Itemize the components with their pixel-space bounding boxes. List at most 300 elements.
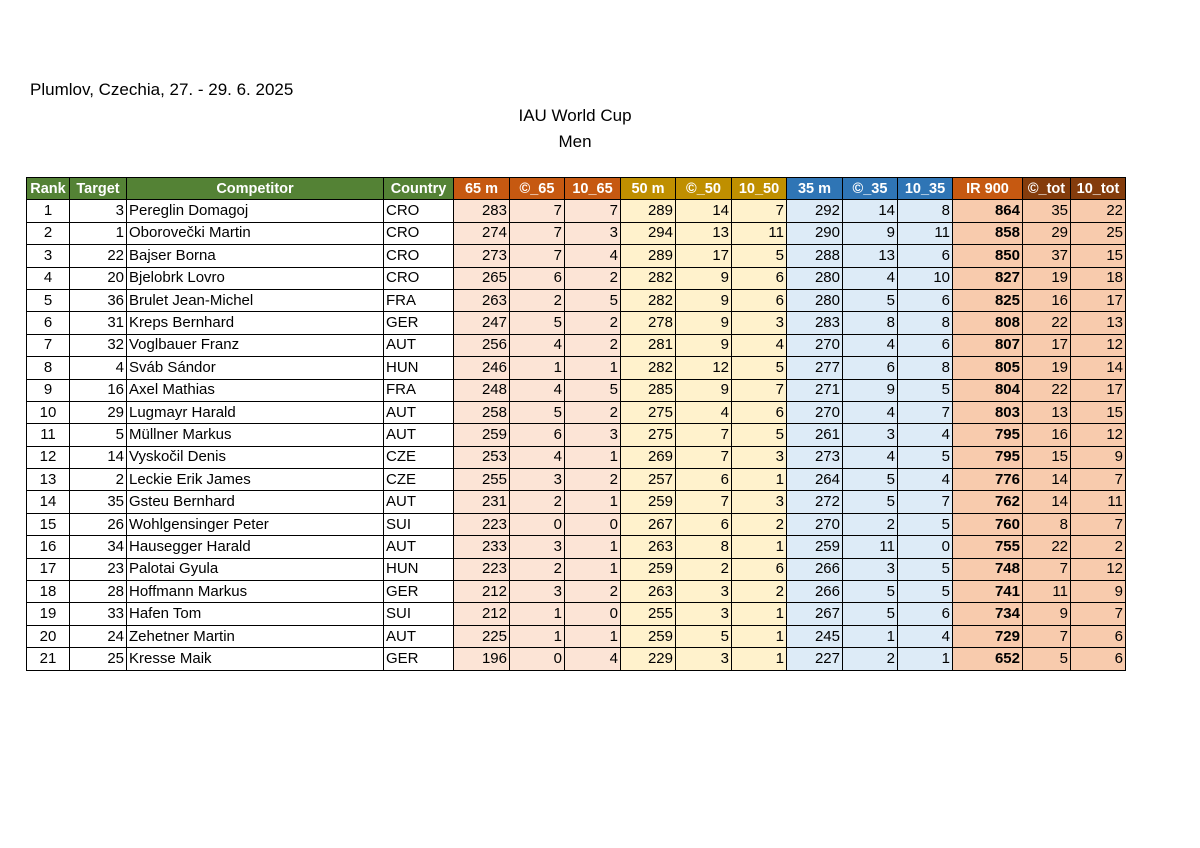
target-cell: 35 — [70, 491, 127, 513]
target-cell: 32 — [70, 334, 127, 356]
rank-cell: 10 — [27, 401, 70, 423]
score-50m-cell: 285 — [621, 379, 676, 401]
target-cell: 33 — [70, 603, 127, 625]
country-cell: HUN — [384, 357, 454, 379]
x-35-cell: 4 — [843, 401, 898, 423]
score-35m-cell: 266 — [787, 558, 843, 580]
x-35-cell: 9 — [843, 222, 898, 244]
x-50-cell: 4 — [676, 401, 732, 423]
target-cell: 20 — [70, 267, 127, 289]
x-35-cell: 2 — [843, 648, 898, 670]
target-cell: 23 — [70, 558, 127, 580]
x-65-cell: 1 — [510, 357, 565, 379]
ten-65-cell: 0 — [565, 603, 621, 625]
x-35-cell: 4 — [843, 267, 898, 289]
table-row — [27, 424, 1126, 446]
x-65-cell: 0 — [510, 513, 565, 535]
total-ir900-cell: 729 — [953, 625, 1023, 647]
x-35-cell: 5 — [843, 491, 898, 513]
table-row — [27, 379, 1126, 401]
country-cell: SUI — [384, 513, 454, 535]
target-cell: 25 — [70, 648, 127, 670]
score-50m-cell: 282 — [621, 267, 676, 289]
ten-65-cell: 1 — [565, 558, 621, 580]
ten-50-cell: 5 — [732, 245, 787, 267]
ten-total-cell: 11 — [1071, 491, 1126, 513]
x-65-cell: 3 — [510, 581, 565, 603]
table-row — [27, 312, 1126, 334]
ten-total-cell: 9 — [1071, 581, 1126, 603]
rank-cell: 16 — [27, 536, 70, 558]
event-location: Plumlov, Czechia, 27. - 29. 6. 2025 — [30, 80, 294, 99]
score-65m-cell: 223 — [454, 558, 510, 580]
col-header-10-35: 10_35 — [898, 178, 953, 200]
total-ir900-cell: 734 — [953, 603, 1023, 625]
rank-cell: 6 — [27, 312, 70, 334]
x-35-cell: 5 — [843, 469, 898, 491]
x-total-cell: 29 — [1023, 222, 1071, 244]
x-65-cell: 1 — [510, 625, 565, 647]
x-50-cell: 5 — [676, 625, 732, 647]
x-total-cell: 37 — [1023, 245, 1071, 267]
x-65-cell: 1 — [510, 603, 565, 625]
score-50m-cell: 259 — [621, 625, 676, 647]
country-cell: AUT — [384, 334, 454, 356]
col-header-target: Target — [70, 178, 127, 200]
ten-50-cell: 2 — [732, 581, 787, 603]
competitor-cell: Zehetner Martin — [127, 625, 384, 647]
target-cell: 5 — [70, 424, 127, 446]
competitor-cell: Oborovečki Martin — [127, 222, 384, 244]
competitor-cell: Müllner Markus — [127, 424, 384, 446]
score-35m-cell: 267 — [787, 603, 843, 625]
ten-35-cell: 6 — [898, 245, 953, 267]
ten-35-cell: 5 — [898, 446, 953, 468]
target-cell: 16 — [70, 379, 127, 401]
x-35-cell: 5 — [843, 581, 898, 603]
score-65m-cell: 248 — [454, 379, 510, 401]
competitor-cell: Axel Mathias — [127, 379, 384, 401]
rank-cell: 20 — [27, 625, 70, 647]
score-50m-cell: 267 — [621, 513, 676, 535]
ten-35-cell: 7 — [898, 491, 953, 513]
rank-cell: 14 — [27, 491, 70, 513]
x-65-cell: 0 — [510, 648, 565, 670]
total-ir900-cell: 748 — [953, 558, 1023, 580]
score-65m-cell: 231 — [454, 491, 510, 513]
x-50-cell: 12 — [676, 357, 732, 379]
total-ir900-cell: 858 — [953, 222, 1023, 244]
x-total-cell: 13 — [1023, 401, 1071, 423]
col-header-ir900: IR 900 — [953, 178, 1023, 200]
score-50m-cell: 275 — [621, 401, 676, 423]
score-65m-cell: 225 — [454, 625, 510, 647]
score-65m-cell: 263 — [454, 289, 510, 311]
score-65m-cell: 255 — [454, 469, 510, 491]
ten-total-cell: 6 — [1071, 648, 1126, 670]
ten-35-cell: 4 — [898, 625, 953, 647]
ten-total-cell: 7 — [1071, 603, 1126, 625]
ten-50-cell: 6 — [732, 401, 787, 423]
ten-35-cell: 8 — [898, 200, 953, 222]
x-35-cell: 1 — [843, 625, 898, 647]
score-65m-cell: 256 — [454, 334, 510, 356]
ten-35-cell: 4 — [898, 469, 953, 491]
score-50m-cell: 269 — [621, 446, 676, 468]
x-65-cell: 3 — [510, 469, 565, 491]
col-header-50m: 50 m — [621, 178, 676, 200]
ten-65-cell: 5 — [565, 379, 621, 401]
table-row — [27, 222, 1126, 244]
score-35m-cell: 266 — [787, 581, 843, 603]
ten-total-cell: 17 — [1071, 289, 1126, 311]
ten-35-cell: 6 — [898, 289, 953, 311]
x-50-cell: 7 — [676, 446, 732, 468]
competitor-cell: Wohlgensinger Peter — [127, 513, 384, 535]
score-35m-cell: 273 — [787, 446, 843, 468]
x-50-cell: 17 — [676, 245, 732, 267]
ten-50-cell: 6 — [732, 558, 787, 580]
table-row — [27, 245, 1126, 267]
x-50-cell: 13 — [676, 222, 732, 244]
table-row — [27, 267, 1126, 289]
country-cell: CZE — [384, 446, 454, 468]
rank-cell: 15 — [27, 513, 70, 535]
col-header-35m: 35 m — [787, 178, 843, 200]
score-35m-cell: 288 — [787, 245, 843, 267]
ten-total-cell: 13 — [1071, 312, 1126, 334]
score-50m-cell: 275 — [621, 424, 676, 446]
col-header-rank: Rank — [27, 178, 70, 200]
ten-total-cell: 18 — [1071, 267, 1126, 289]
competitor-cell: Kreps Bernhard — [127, 312, 384, 334]
page-title: IAU World Cup — [518, 106, 632, 125]
target-cell: 14 — [70, 446, 127, 468]
score-35m-cell: 290 — [787, 222, 843, 244]
x-50-cell: 7 — [676, 491, 732, 513]
col-header-c50: ©_50 — [676, 178, 732, 200]
col-header-65m: 65 m — [454, 178, 510, 200]
score-50m-cell: 263 — [621, 536, 676, 558]
ten-50-cell: 2 — [732, 513, 787, 535]
table-row — [27, 581, 1126, 603]
rank-cell: 11 — [27, 424, 70, 446]
ten-35-cell: 11 — [898, 222, 953, 244]
total-ir900-cell: 795 — [953, 424, 1023, 446]
score-50m-cell: 229 — [621, 648, 676, 670]
score-35m-cell: 270 — [787, 401, 843, 423]
score-35m-cell: 283 — [787, 312, 843, 334]
score-35m-cell: 292 — [787, 200, 843, 222]
rank-cell: 3 — [27, 245, 70, 267]
country-cell: FRA — [384, 289, 454, 311]
rank-cell: 8 — [27, 357, 70, 379]
ten-total-cell: 7 — [1071, 469, 1126, 491]
x-50-cell: 6 — [676, 513, 732, 535]
x-65-cell: 7 — [510, 245, 565, 267]
ten-35-cell: 6 — [898, 334, 953, 356]
table-row — [27, 200, 1126, 222]
x-50-cell: 3 — [676, 581, 732, 603]
ten-total-cell: 12 — [1071, 424, 1126, 446]
ten-total-cell: 22 — [1071, 200, 1126, 222]
x-65-cell: 7 — [510, 200, 565, 222]
competitor-cell: Hoffmann Markus — [127, 581, 384, 603]
total-ir900-cell: 808 — [953, 312, 1023, 334]
x-35-cell: 5 — [843, 289, 898, 311]
score-65m-cell: 196 — [454, 648, 510, 670]
ten-65-cell: 4 — [565, 648, 621, 670]
ten-50-cell: 7 — [732, 200, 787, 222]
score-35m-cell: 270 — [787, 334, 843, 356]
ten-total-cell: 2 — [1071, 536, 1126, 558]
score-50m-cell: 282 — [621, 357, 676, 379]
x-50-cell: 9 — [676, 379, 732, 401]
x-total-cell: 11 — [1023, 581, 1071, 603]
x-total-cell: 14 — [1023, 469, 1071, 491]
x-total-cell: 15 — [1023, 446, 1071, 468]
score-35m-cell: 227 — [787, 648, 843, 670]
ten-50-cell: 7 — [732, 379, 787, 401]
ten-50-cell: 3 — [732, 446, 787, 468]
x-35-cell: 4 — [843, 446, 898, 468]
total-ir900-cell: 776 — [953, 469, 1023, 491]
x-50-cell: 8 — [676, 536, 732, 558]
rank-cell: 17 — [27, 558, 70, 580]
competitor-cell: Gsteu Bernhard — [127, 491, 384, 513]
col-header-c65: ©_65 — [510, 178, 565, 200]
x-35-cell: 11 — [843, 536, 898, 558]
country-cell: AUT — [384, 424, 454, 446]
x-total-cell: 19 — [1023, 357, 1071, 379]
x-total-cell: 22 — [1023, 536, 1071, 558]
ten-50-cell: 6 — [732, 289, 787, 311]
ten-50-cell: 3 — [732, 491, 787, 513]
ten-65-cell: 2 — [565, 581, 621, 603]
total-ir900-cell: 807 — [953, 334, 1023, 356]
results-table — [26, 177, 1126, 671]
x-35-cell: 6 — [843, 357, 898, 379]
target-cell: 34 — [70, 536, 127, 558]
x-65-cell: 6 — [510, 267, 565, 289]
score-65m-cell: 258 — [454, 401, 510, 423]
country-cell: GER — [384, 581, 454, 603]
table-row — [27, 603, 1126, 625]
x-35-cell: 2 — [843, 513, 898, 535]
country-cell: GER — [384, 312, 454, 334]
ten-65-cell: 4 — [565, 245, 621, 267]
competitor-cell: Bajser Borna — [127, 245, 384, 267]
table-row — [27, 401, 1126, 423]
score-50m-cell: 282 — [621, 289, 676, 311]
country-cell: FRA — [384, 379, 454, 401]
competitor-cell: Hausegger Harald — [127, 536, 384, 558]
score-35m-cell: 261 — [787, 424, 843, 446]
x-50-cell: 9 — [676, 289, 732, 311]
x-65-cell: 3 — [510, 536, 565, 558]
target-cell: 28 — [70, 581, 127, 603]
rank-cell: 7 — [27, 334, 70, 356]
rank-cell: 2 — [27, 222, 70, 244]
ten-65-cell: 5 — [565, 289, 621, 311]
col-header-country: Country — [384, 178, 454, 200]
score-35m-cell: 272 — [787, 491, 843, 513]
table-row — [27, 289, 1126, 311]
ten-50-cell: 4 — [732, 334, 787, 356]
rank-cell: 4 — [27, 267, 70, 289]
score-35m-cell: 277 — [787, 357, 843, 379]
x-65-cell: 5 — [510, 312, 565, 334]
x-35-cell: 8 — [843, 312, 898, 334]
ten-50-cell: 5 — [732, 424, 787, 446]
total-ir900-cell: 803 — [953, 401, 1023, 423]
x-50-cell: 3 — [676, 648, 732, 670]
score-65m-cell: 212 — [454, 581, 510, 603]
ten-35-cell: 8 — [898, 357, 953, 379]
competitor-cell: Pereglin Domagoj — [127, 200, 384, 222]
score-65m-cell: 246 — [454, 357, 510, 379]
x-35-cell: 13 — [843, 245, 898, 267]
x-total-cell: 16 — [1023, 424, 1071, 446]
table-row — [27, 491, 1126, 513]
country-cell: CRO — [384, 267, 454, 289]
country-cell: HUN — [384, 558, 454, 580]
total-ir900-cell: 804 — [953, 379, 1023, 401]
ten-35-cell: 0 — [898, 536, 953, 558]
target-cell: 31 — [70, 312, 127, 334]
competitor-cell: Leckie Erik James — [127, 469, 384, 491]
target-cell: 24 — [70, 625, 127, 647]
total-ir900-cell: 864 — [953, 200, 1023, 222]
score-65m-cell: 247 — [454, 312, 510, 334]
competitor-cell: Palotai Gyula — [127, 558, 384, 580]
country-cell: AUT — [384, 401, 454, 423]
ten-50-cell: 1 — [732, 625, 787, 647]
ten-65-cell: 1 — [565, 357, 621, 379]
x-50-cell: 14 — [676, 200, 732, 222]
ten-65-cell: 0 — [565, 513, 621, 535]
rank-cell: 1 — [27, 200, 70, 222]
x-35-cell: 9 — [843, 379, 898, 401]
rank-cell: 19 — [27, 603, 70, 625]
country-cell: CZE — [384, 469, 454, 491]
ten-50-cell: 1 — [732, 648, 787, 670]
table-row — [27, 334, 1126, 356]
country-cell: AUT — [384, 625, 454, 647]
score-65m-cell: 274 — [454, 222, 510, 244]
ten-total-cell: 9 — [1071, 446, 1126, 468]
target-cell: 2 — [70, 469, 127, 491]
score-65m-cell: 212 — [454, 603, 510, 625]
ten-35-cell: 6 — [898, 603, 953, 625]
x-65-cell: 2 — [510, 491, 565, 513]
score-50m-cell: 278 — [621, 312, 676, 334]
total-ir900-cell: 795 — [953, 446, 1023, 468]
country-cell: GER — [384, 648, 454, 670]
country-cell: CRO — [384, 222, 454, 244]
score-65m-cell: 253 — [454, 446, 510, 468]
competitor-cell: Voglbauer Franz — [127, 334, 384, 356]
ten-35-cell: 10 — [898, 267, 953, 289]
col-header-ctot: ©_tot — [1023, 178, 1071, 200]
x-35-cell: 3 — [843, 424, 898, 446]
col-header-c35: ©_35 — [843, 178, 898, 200]
competitor-cell: Brulet Jean-Michel — [127, 289, 384, 311]
x-65-cell: 7 — [510, 222, 565, 244]
x-total-cell: 5 — [1023, 648, 1071, 670]
x-65-cell: 6 — [510, 424, 565, 446]
score-35m-cell: 280 — [787, 267, 843, 289]
x-total-cell: 35 — [1023, 200, 1071, 222]
x-total-cell: 7 — [1023, 625, 1071, 647]
competitor-cell: Hafen Tom — [127, 603, 384, 625]
score-50m-cell: 294 — [621, 222, 676, 244]
score-50m-cell: 255 — [621, 603, 676, 625]
x-50-cell: 9 — [676, 334, 732, 356]
x-65-cell: 5 — [510, 401, 565, 423]
country-cell: SUI — [384, 603, 454, 625]
ten-50-cell: 5 — [732, 357, 787, 379]
total-ir900-cell: 755 — [953, 536, 1023, 558]
x-35-cell: 14 — [843, 200, 898, 222]
x-total-cell: 16 — [1023, 289, 1071, 311]
ten-total-cell: 6 — [1071, 625, 1126, 647]
score-65m-cell: 273 — [454, 245, 510, 267]
x-50-cell: 9 — [676, 267, 732, 289]
ten-35-cell: 8 — [898, 312, 953, 334]
rank-cell: 18 — [27, 581, 70, 603]
score-65m-cell: 259 — [454, 424, 510, 446]
ten-65-cell: 2 — [565, 312, 621, 334]
score-35m-cell: 270 — [787, 513, 843, 535]
ten-total-cell: 17 — [1071, 379, 1126, 401]
x-65-cell: 2 — [510, 558, 565, 580]
score-65m-cell: 223 — [454, 513, 510, 535]
rank-cell: 13 — [27, 469, 70, 491]
score-65m-cell: 265 — [454, 267, 510, 289]
x-total-cell: 9 — [1023, 603, 1071, 625]
ten-50-cell: 11 — [732, 222, 787, 244]
ten-65-cell: 1 — [565, 536, 621, 558]
country-cell: CRO — [384, 245, 454, 267]
x-35-cell: 3 — [843, 558, 898, 580]
ten-35-cell: 5 — [898, 558, 953, 580]
ten-65-cell: 2 — [565, 401, 621, 423]
rank-cell: 12 — [27, 446, 70, 468]
x-total-cell: 7 — [1023, 558, 1071, 580]
ten-total-cell: 15 — [1071, 401, 1126, 423]
table-row — [27, 648, 1126, 670]
ten-35-cell: 1 — [898, 648, 953, 670]
ten-50-cell: 6 — [732, 267, 787, 289]
col-header-10-50: 10_50 — [732, 178, 787, 200]
table-row — [27, 625, 1126, 647]
target-cell: 29 — [70, 401, 127, 423]
ten-35-cell: 5 — [898, 581, 953, 603]
total-ir900-cell: 762 — [953, 491, 1023, 513]
x-50-cell: 3 — [676, 603, 732, 625]
rank-cell: 9 — [27, 379, 70, 401]
target-cell: 26 — [70, 513, 127, 535]
ten-65-cell: 7 — [565, 200, 621, 222]
ten-65-cell: 3 — [565, 222, 621, 244]
x-65-cell: 2 — [510, 289, 565, 311]
x-65-cell: 4 — [510, 334, 565, 356]
x-50-cell: 6 — [676, 469, 732, 491]
x-total-cell: 19 — [1023, 267, 1071, 289]
ten-35-cell: 4 — [898, 424, 953, 446]
x-50-cell: 2 — [676, 558, 732, 580]
